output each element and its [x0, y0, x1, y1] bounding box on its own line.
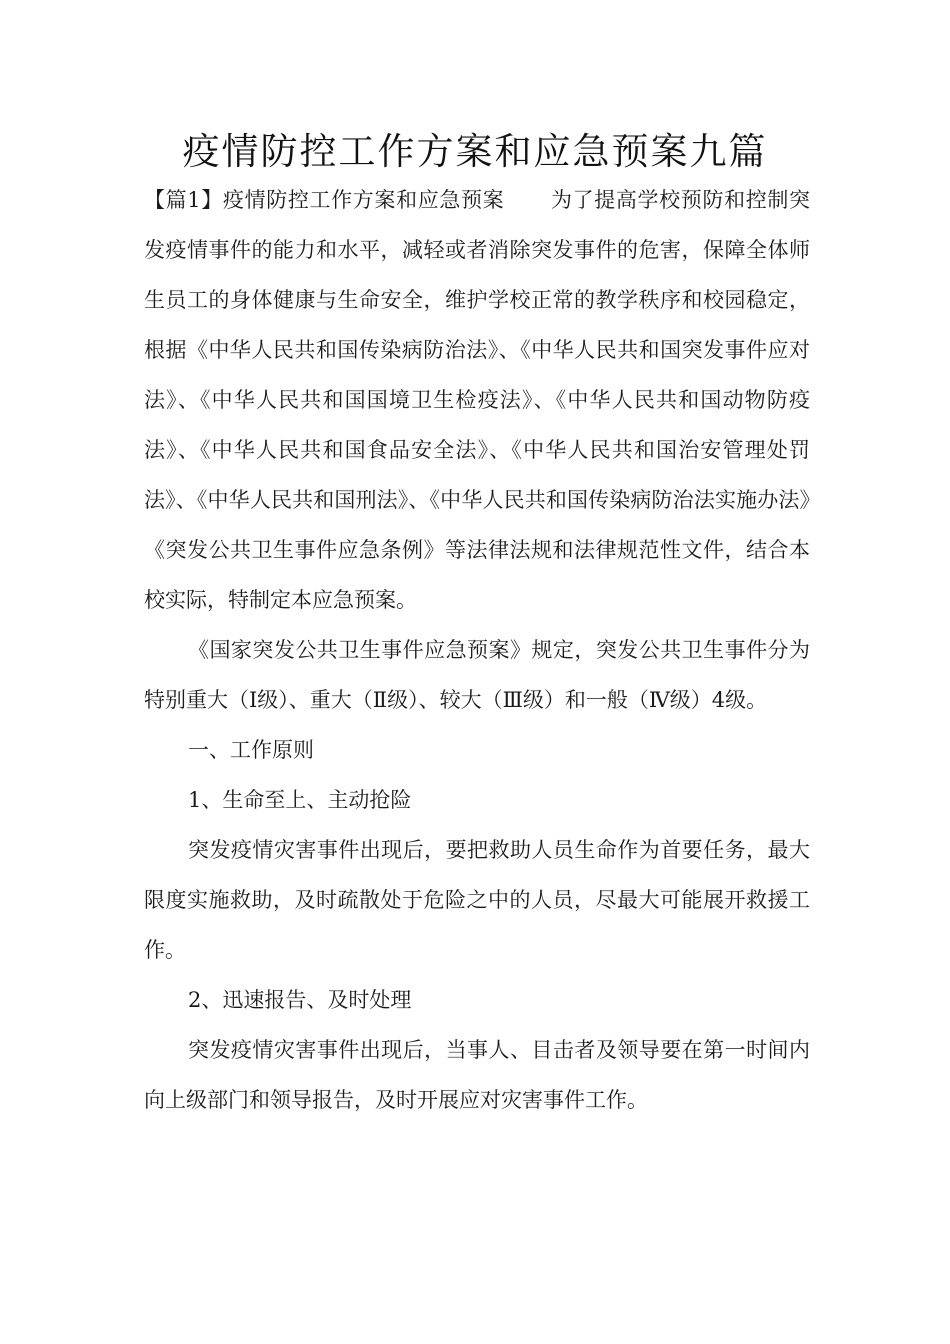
paragraph: 突发疫情灾害事件出现后，当事人、目击者及领导要在第一时间内向上级部门和领导报告，及时开展应对灾害事件工作。: [144, 1038, 810, 1112]
section-heading: 一、工作原则: [188, 738, 314, 762]
paragraph-text: 为了提高学校预防和控制突发疫情事件的能力和水平，减轻或者消除突发事件的危害，保障全体师生员工的身体健康与生命安全，维护学校正常的教学秩序和校园稳定，根据《中华人民共和国传染病防治法》、《中华人民共和国突发事件应对法》、《中华人民共和国国境卫生检疫法》、《中华人民共和国动物防疫法》、《中华人民共和国食品安全法》、《中华人民共和国治安管理处罚法》、《中华人民共和国刑法》、《中华人民共和国传染病防治法实施办法》《突发公共卫生事件应急条例》等法律法规和法律规范性文件，结合本校实际，特制定本应急预案。: [144, 188, 811, 612]
document-title: 疫情防控工作方案和应急预案九篇: [182, 130, 768, 173]
paragraph: 《国家突发公共卫生事件应急预案》规定，突发公共卫生事件分为特别重大（Ⅰ级）、重大（Ⅱ级）、较大（Ⅲ级）和一般（Ⅳ级）4级。: [144, 638, 810, 712]
intro-paragraph: [144, 175, 810, 625]
paragraph: 突发疫情灾害事件出现后，要把救助人员生命作为首要任务，最大限度实施救助，及时疏散处于危险之中的人员，尽最大可能展开救援工作。: [144, 838, 810, 962]
subsection-heading: 2、迅速报告、及时处理: [188, 988, 412, 1012]
document-body: [144, 175, 810, 1125]
section-heading: 【篇1】疫情防控工作方案和应急预案: [144, 188, 505, 212]
subsection-heading: 1、生命至上、主动抢险: [188, 788, 412, 812]
